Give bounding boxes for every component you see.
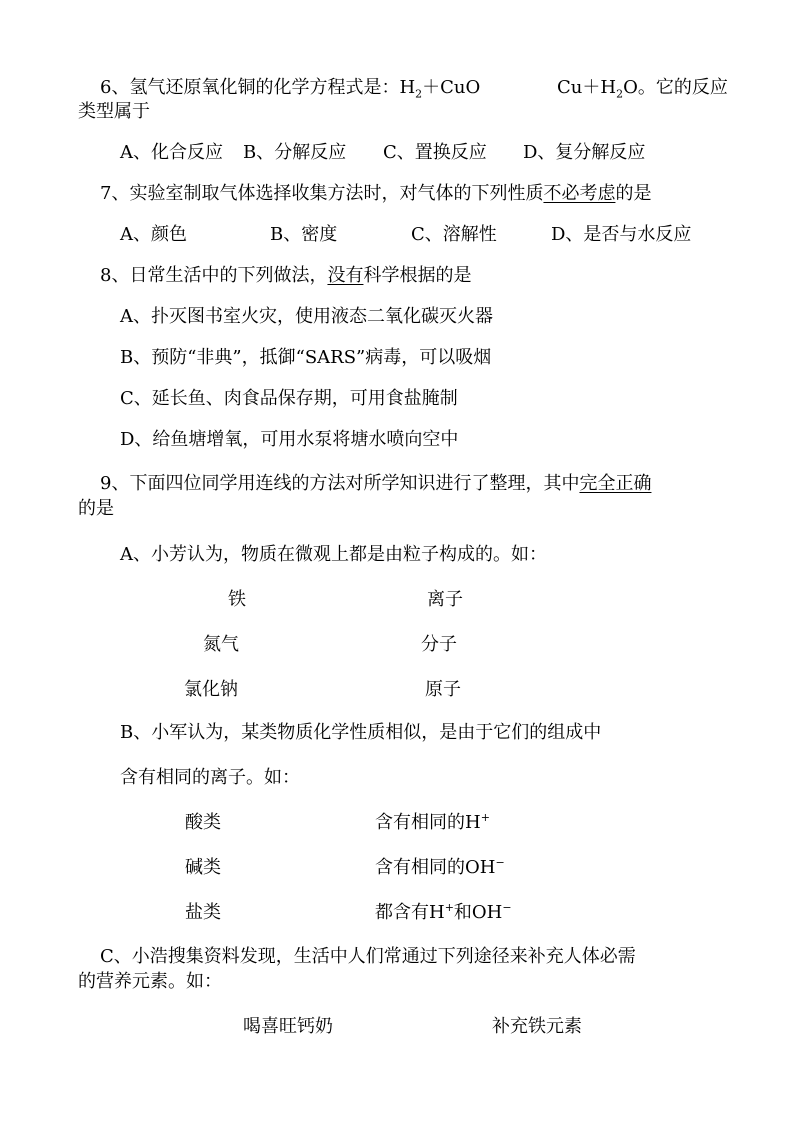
q9-a-left-3: 氯化钠 xyxy=(184,679,238,700)
q7-option-a: A、颜色 xyxy=(120,224,187,245)
q6-text-suffix: O。它的反应 xyxy=(623,77,728,98)
q8-stem-text: 8、日常生活中的下列做法， xyxy=(100,265,328,286)
q6-h2o-subscript: 2 xyxy=(616,87,624,101)
q9-stem-text: 9、下面四位同学用连线的方法对所学知识进行了整理，其中 xyxy=(100,473,580,494)
q9-a-right-1: 离子 xyxy=(427,589,463,610)
q9-stem-line1 xyxy=(100,472,651,496)
q9-a-right-2: 分子 xyxy=(421,634,457,655)
q6-stem-product xyxy=(557,76,728,100)
q6-text: 6、氢气还原氧化铜的化学方程式是：H xyxy=(100,77,416,98)
q8-option-d: D、给鱼塘增氧，可用水泵将塘水喷向空中 xyxy=(120,429,459,450)
q7-option-d: D、是否与水反应 xyxy=(551,224,692,245)
q9-b-right-1-text: 含有相同的H xyxy=(375,812,481,833)
q8-stem-underlined: 没有 xyxy=(327,265,364,286)
q9-b-right-3 xyxy=(375,901,512,925)
q9-c-intro-line2: 的营养元素。如： xyxy=(78,971,222,992)
q7-option-b: B、密度 xyxy=(270,224,338,245)
q9-b-right-3-text: 都含有H xyxy=(375,902,445,923)
q9-c-intro-line1: C、小浩搜集资料发现，生活中人们常通过下列途径来补充人体必需 xyxy=(100,946,636,967)
q9-stem-underlined: 完全正确 xyxy=(579,473,652,494)
q9-a-left-1: 铁 xyxy=(228,589,246,610)
q9-c-right-1: 补充铁元素 xyxy=(492,1016,582,1037)
q7-stem-suffix: 的是 xyxy=(615,183,652,204)
q6-option-c: C、置换反应 xyxy=(383,142,487,163)
q7-stem xyxy=(100,182,651,206)
q8-option-a: A、扑灭图书室火灾，使用液态二氧化碳灭火器 xyxy=(120,306,493,327)
q9-b-left-3: 盐类 xyxy=(185,902,221,923)
q9-a-right-3: 原子 xyxy=(425,679,461,700)
q8-stem xyxy=(100,264,471,288)
q6-product-text: Cu＋H xyxy=(557,77,617,98)
q6-stem-line1 xyxy=(100,76,480,100)
q6-h2-subscript: 2 xyxy=(415,87,423,101)
q6-reactant-cuo: ＋CuO xyxy=(422,77,481,98)
q6-stem-line2: 类型属于 xyxy=(78,101,150,122)
q9-b-right-2-text: 含有相同的OH xyxy=(375,857,496,878)
q9-b-right-2-sup: − xyxy=(495,856,505,869)
q9-a-left-2: 氮气 xyxy=(203,634,239,655)
q6-option-b: B、分解反应 xyxy=(243,142,347,163)
q8-stem-suffix: 科学根据的是 xyxy=(363,265,472,286)
q6-option-d: D、复分解反应 xyxy=(523,142,646,163)
q8-option-c: C、延长鱼、肉食品保存期，可用食盐腌制 xyxy=(120,388,458,409)
q9-b-right-2 xyxy=(375,856,505,880)
q9-b-right-3-sup1: + xyxy=(444,901,454,914)
q9-b-left-1: 酸类 xyxy=(185,812,221,833)
q7-option-c: C、溶解性 xyxy=(411,224,497,245)
q9-c-left-1: 喝喜旺钙奶 xyxy=(243,1016,333,1037)
q9-b-right-1-sup: + xyxy=(480,811,490,824)
q9-b-intro-line1: B、小军认为，某类物质化学性质相似，是由于它们的组成中 xyxy=(120,722,602,743)
q9-b-right-1 xyxy=(375,811,490,835)
q8-option-b: B、预防“非典”，抵御“SARS”病毒，可以吸烟 xyxy=(120,347,492,368)
q9-b-right-3-mid: 和OH xyxy=(453,902,503,923)
q7-stem-text: 7、实验室制取气体选择收集方法时，对气体的下列性质 xyxy=(100,183,544,204)
q9-b-intro-line2: 含有相同的离子。如： xyxy=(120,767,300,788)
q9-b-right-3-sup2: − xyxy=(502,901,512,914)
q9-a-intro: A、小芳认为，物质在微观上都是由粒子构成的。如： xyxy=(120,544,547,565)
q9-b-left-2: 碱类 xyxy=(185,857,221,878)
q7-stem-underlined: 不必考虑 xyxy=(543,183,616,204)
q9-stem-line2: 的是 xyxy=(78,498,114,519)
q6-option-a: A、化合反应 xyxy=(120,142,223,163)
